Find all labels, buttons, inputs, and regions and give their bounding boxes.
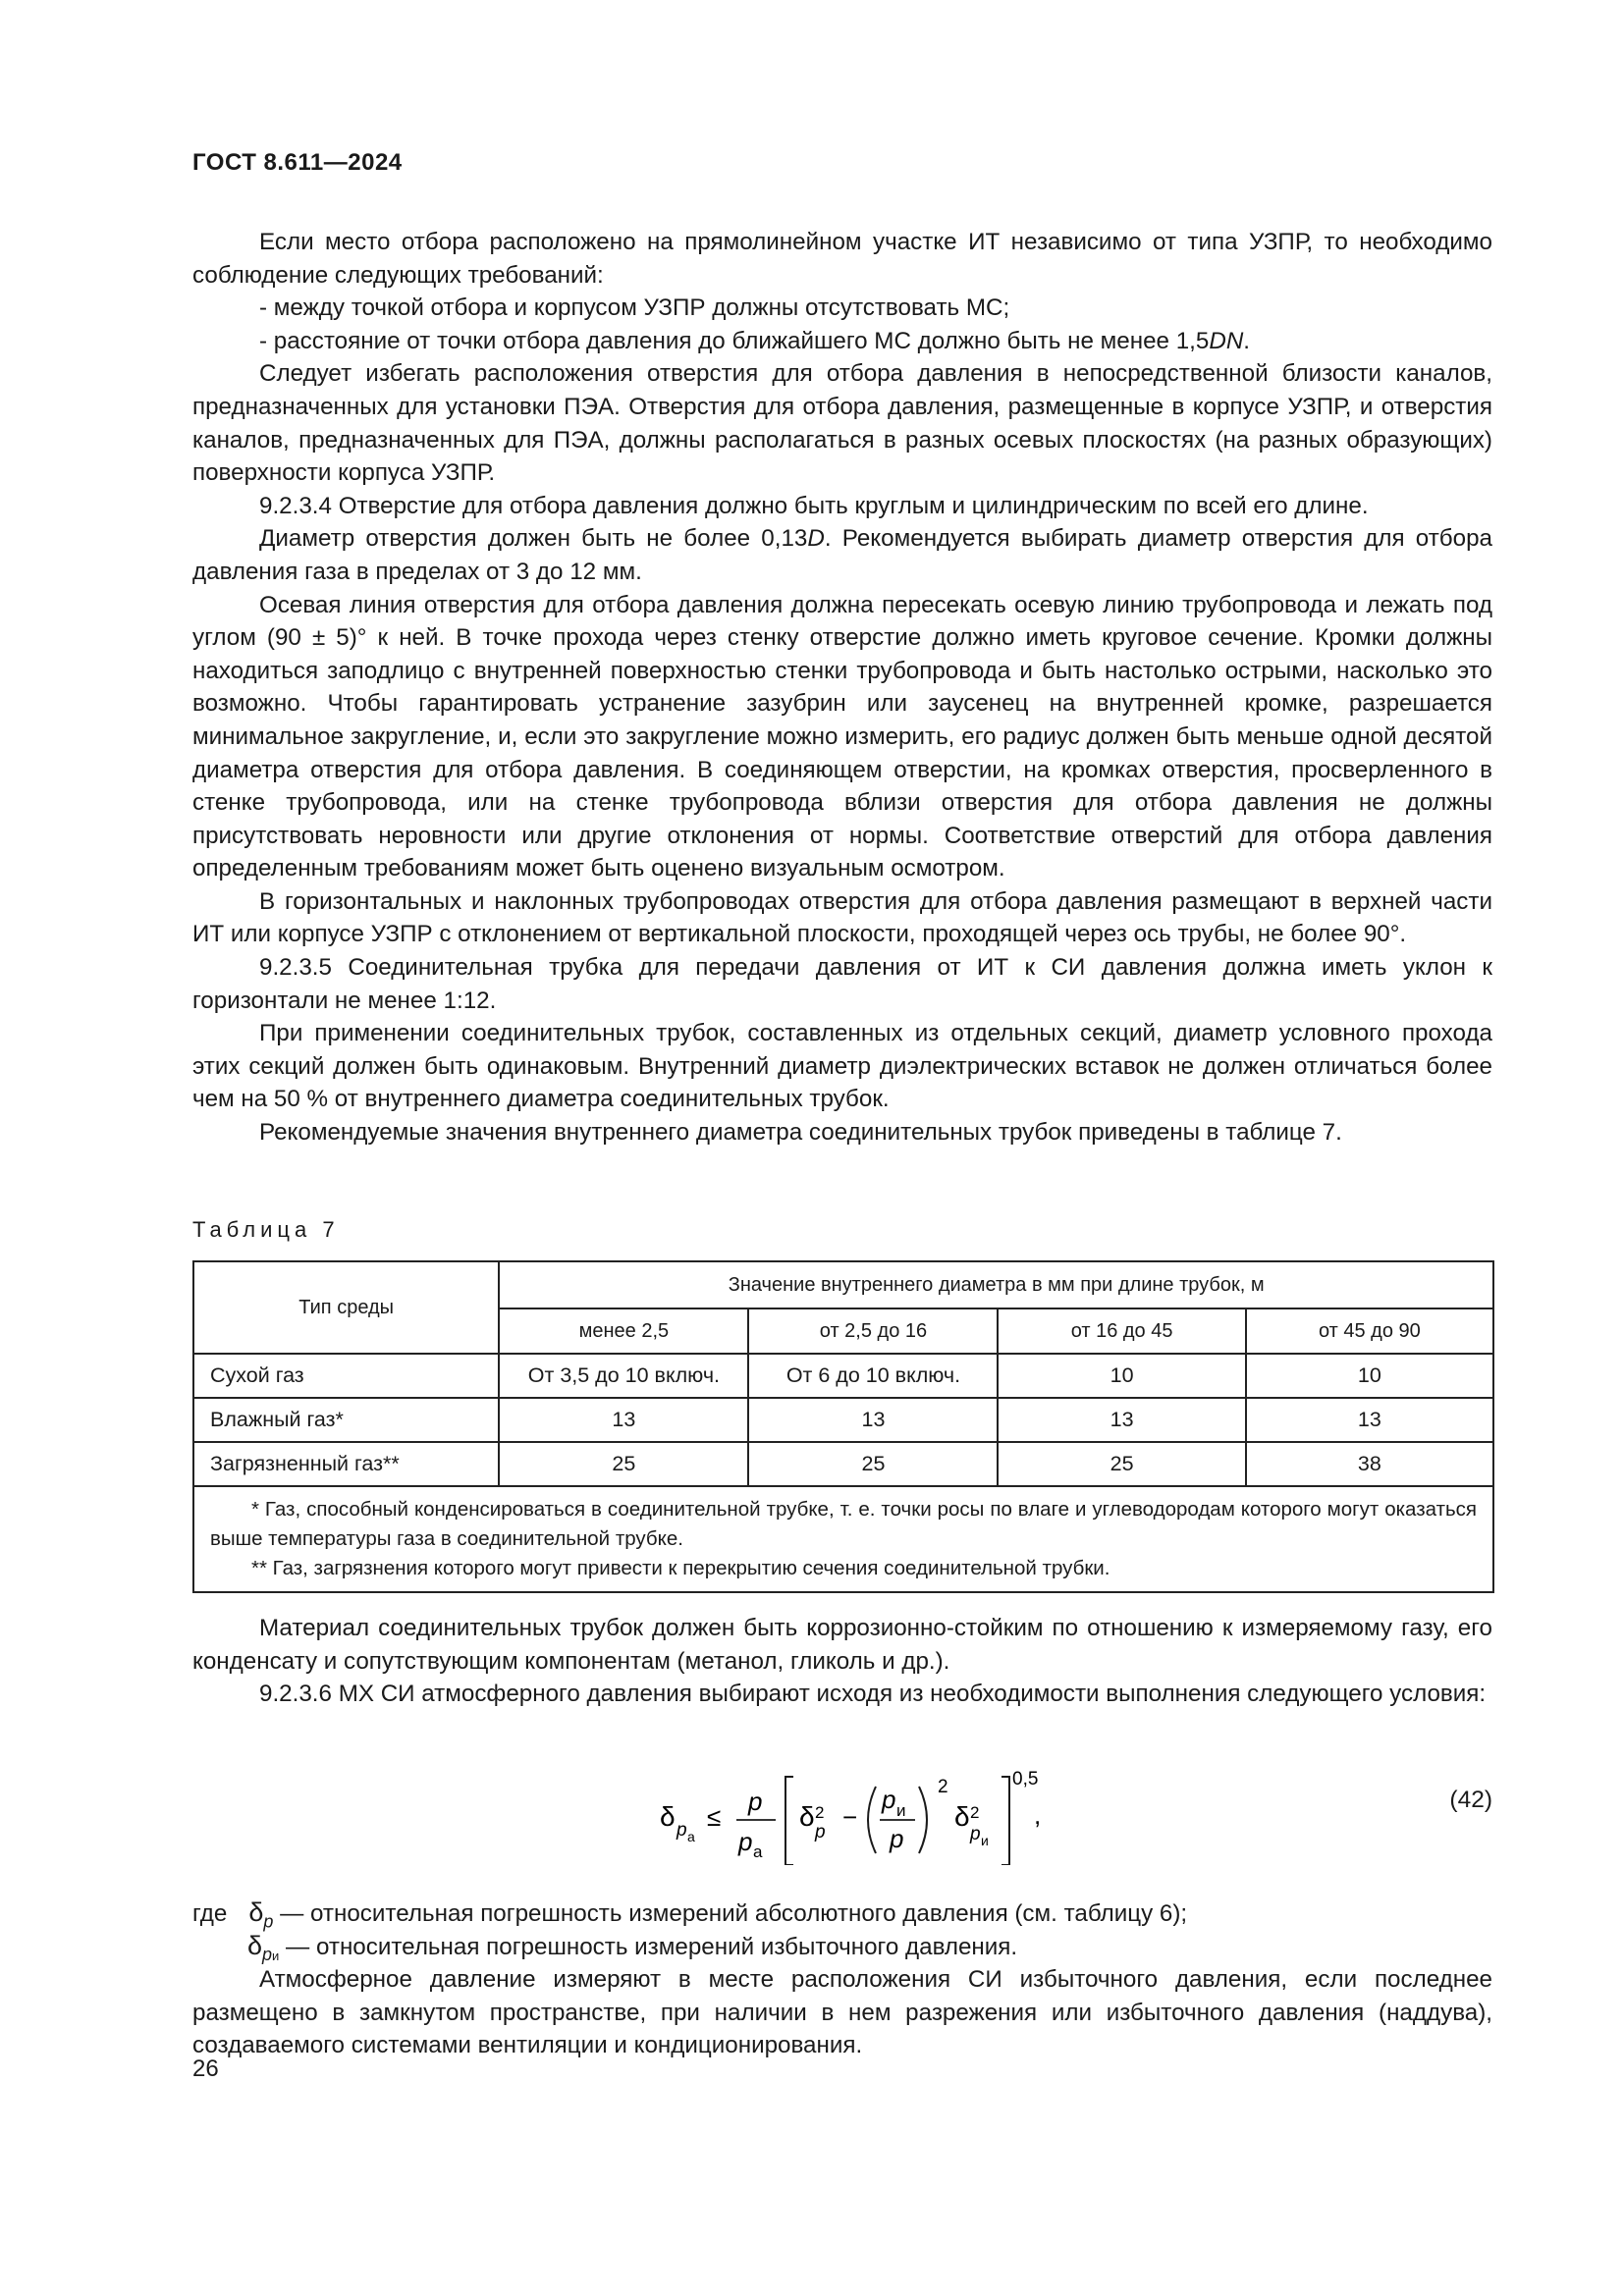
formula-p-num: p [748,1787,763,1816]
paragraph: При применении соединительных трубок, составленных из отдельных секций, диаметр условного прохода этих секций должен быть одинаковым. Внутренний диаметр диэлектрических вставок не должен отличаться более чем на 50 % от внутреннего диаметра соединительных трубок. [192,1020,1492,1113]
sub-header: от 45 до 90 [1246,1308,1493,1354]
formula-sub-p2: p [815,1822,826,1842]
col-header-medium: Тип среды [193,1261,499,1354]
table-caption: Таблица 7 [192,1217,340,1242]
table-note: * Газ, способный конденсироваться в соединительной трубке, т. е. точки росы по влаге и углеводородам которого могут оказаться выше температуры газа в соединительной трубке. [210,1498,1477,1550]
paragraph: 9.2.3.4 Отверстие для отбора давления должно быть круглым и цилиндрическим по всей его длине. [259,492,1369,519]
paragraph: 9.2.3.6 МХ СИ атмосферного давления выбирают исходя из необходимости выполнения следующего условия: [259,1681,1487,1708]
list-item: - расстояние от точки отбора давления до ближайшего МС должно быть не менее 1,5DN. [259,327,1251,354]
row-label: Сухой газ [193,1354,499,1398]
delta-pi-symbol: $\delta_{pи}$ [247,1931,280,1965]
formula-pi-sub: и [896,1801,906,1820]
list-item: - между точкой отбора и корпусом УЗПР должны отсутствовать МС; [259,294,1010,322]
table-cell: От 6 до 10 включ. [748,1354,998,1398]
formula-delta: δ [660,1801,676,1832]
table-notes [193,1486,1493,1592]
formula-minus: − [842,1802,858,1832]
paragraph: Рекомендуемые значения внутреннего диаметра соединительных трубок приведены в таблице 7. [259,1119,1342,1147]
row-label: Загрязненный газ** [193,1442,499,1486]
formula-sub-pi: p [970,1824,981,1844]
formula-delta-3: δ [954,1801,970,1832]
formula-sub-i: и [981,1833,989,1848]
body-text-mid [192,1612,1492,1711]
table-cell: 10 [1246,1354,1493,1398]
formula-pa-sub: а [753,1842,763,1861]
table-row [193,1442,1493,1486]
formula-sq-2: 2 [938,1777,948,1797]
body-text-top [192,226,1492,1149]
formula-exp-outer: 0,5 [1012,1769,1039,1789]
table-cell: 10 [998,1354,1245,1398]
right-paren [919,1787,927,1853]
equation-number: (42) [1449,1787,1492,1813]
paragraph: Атмосферное давление измеряют в месте расположения СИ избыточного давления, если последнее размещено в замкнутом пространстве, при наличии в нем разрежения или избыточного давления (наддува), создаваемого системами вентиляции и кондиционирования. [192,1966,1492,2059]
formula-sub-p: p [677,1820,687,1841]
left-paren [868,1787,876,1853]
where-line-2: $\delta_{pи}$ — относительная погрешность измерений избыточного давления. [247,1931,1018,1965]
table-7 [192,1260,1494,1593]
paragraph: Осевая линия отверстия для отбора давления должна пересекать осевую линию трубопровода и лежать под углом (90 ± 5)° к ней. В точке прохода через стенку отверстие должно иметь круговое сечение. Кромки должны находиться заподлицо с внутренней поверхностью стенки трубопровода и быть настолько острыми, насколько это возможно. Чтобы гарантировать устранение зазубрин или заусенец на внутренней кромке, разрешается минимальное закругление, и, если это закругление можно измерить, его радиус должен быть меньше одной десятой диаметра отверстия для отбора давления. В соединяющем отверстии, на кромках отверстия, просверленного в стенке трубопровода, или на стенке трубопровода вблизи отверстия для отбора давления не должны присутствовать неровности или другие отклонения от нормы. Соответствие отверстий для отбора давления определенным требованиям может быть оценено визуальным осмотром. [192,591,1492,882]
paragraph: Следует избегать расположения отверстия для отбора давления в непосредственной близости каналов, предназначенных для установки ПЭА. Отверстия для отбора давления, размещенные в корпусе УЗПР, и отверстия каналов, предназначенных для ПЭА, должны располагаться в разных осевых плоскостях (на разных образующих) поверхности корпуса УЗПР. [192,360,1492,487]
formula-delta-2: δ [799,1801,815,1832]
table-cell: 25 [748,1442,998,1486]
formula-sq-1: 2 [815,1803,825,1822]
sub-header: от 16 до 45 [998,1308,1245,1354]
table-row [193,1354,1493,1398]
where-line-1: где $\delta_p$ — относительная погрешность измерений абсолютного давления (см. таблицу 6); [192,1897,1188,1932]
paragraph: Если место отбора расположено на прямолинейном участке ИТ независимо от типа УЗПР, то необходимо соблюдение следующих требований: [192,229,1492,289]
document-header: ГОСТ 8.611—2024 [192,149,403,176]
sub-header: от 2,5 до 16 [748,1308,998,1354]
table-row [193,1398,1493,1442]
paragraph: В горизонтальных и наклонных трубопроводах отверстия для отбора давления размещают в верхней части ИТ или корпусе УЗПР с отклонением от вертикальной плоскости, проходящей через ось трубы, не более 90°. [192,887,1492,948]
table-cell: 25 [499,1442,748,1486]
paragraph: Диаметр отверстия должен быть не более 0,13D. Рекомендуется выбирать диаметр отверстия для отбора давления газа в пределах от 3 до 12 мм. [192,525,1492,585]
table-cell: 25 [998,1442,1245,1486]
formula-sq-3: 2 [970,1803,980,1822]
delta-p-symbol: $\delta_p$ [248,1897,274,1932]
page-number: 26 [192,2056,219,2082]
formula-pa-den: p [738,1827,753,1856]
formula-comma: , [1034,1800,1042,1830]
formula-42 [658,1757,1247,1865]
sub-header: менее 2,5 [499,1308,748,1354]
row-label: Влажный газ* [193,1398,499,1442]
table-cell: 13 [499,1398,748,1442]
group-header: Значение внутреннего диаметра в мм при длине трубок, м [499,1261,1493,1308]
formula-sub-a: а [687,1829,695,1844]
formula-leq: ≤ [707,1802,722,1832]
paragraph: 9.2.3.5 Соединительная трубка для передачи давления от ИТ к СИ давления должна иметь уклон к горизонтали не менее 1:12. [192,954,1492,1014]
table-cell: 38 [1246,1442,1493,1486]
formula-p-den2: p [890,1824,904,1853]
table-cell: 13 [1246,1398,1493,1442]
paragraph: Материал соединительных трубок должен быть коррозионно-стойким по отношению к измеряемому газу, его конденсату и сопутствующим компонентам (метанол, гликоль и др.). [192,1615,1492,1675]
formula-pi: p [882,1785,896,1814]
table-note: ** Газ, загрязнения которого могут привести к перекрытию сечения соединительной трубки. [251,1557,1110,1579]
right-bracket [1001,1777,1009,1865]
table-cell: От 3,5 до 10 включ. [499,1354,748,1398]
left-bracket [785,1777,793,1865]
table-cell: 13 [748,1398,998,1442]
body-text-last [192,1963,1492,2062]
table-cell: 13 [998,1398,1245,1442]
